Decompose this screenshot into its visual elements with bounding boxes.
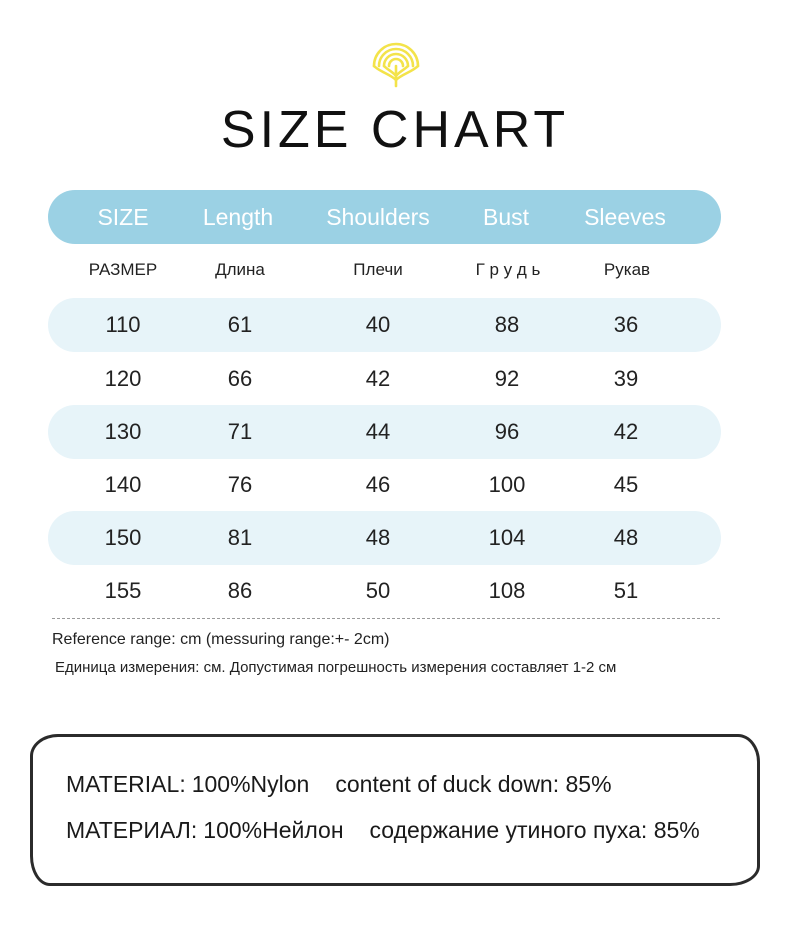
cell-shoulders: 48 (365, 525, 391, 550)
material-box (30, 734, 760, 886)
cell-sleeves: 39 (613, 366, 639, 391)
cell-size: 150 (104, 525, 142, 550)
cell-length: 81 (227, 525, 253, 550)
material-line (66, 771, 618, 798)
table-row (48, 458, 721, 512)
cell-sleeves: 42 (613, 419, 639, 444)
table-row (48, 352, 721, 406)
cell-shoulders: 50 (365, 578, 391, 603)
header-sleeves: Sleeves (584, 204, 666, 230)
cell-length: 71 (227, 419, 253, 444)
material-value-russian: 100%Нейлон (203, 817, 344, 843)
material-value: 100%Nylon (191, 771, 310, 797)
cell-length: 86 (227, 578, 253, 603)
cell-bust: 96 (494, 419, 520, 444)
cell-size: 110 (105, 312, 141, 337)
table-row (48, 298, 721, 352)
header-bust: Bust (482, 204, 530, 230)
material-label: MATERIAL: (66, 771, 186, 797)
cell-shoulders: 44 (365, 419, 391, 444)
cell-bust: 92 (494, 366, 520, 391)
cell-bust: 108 (488, 578, 526, 603)
cell-length: 76 (227, 472, 253, 497)
cell-length: 66 (227, 366, 253, 391)
cell-shoulders: 42 (365, 366, 391, 391)
cell-size: 140 (104, 472, 142, 497)
cell-size: 155 (104, 578, 142, 603)
header-ru-size: РАЗМЕР (88, 260, 158, 279)
divider-line (52, 618, 720, 619)
cell-bust: 104 (488, 525, 526, 550)
reference-note-russian: Единица измерения: см. Допустимая погрешность измерения составляет 1-2 см (55, 659, 617, 676)
table-row (48, 405, 721, 459)
table-row (48, 511, 721, 565)
cell-shoulders: 40 (365, 312, 391, 337)
table-row (48, 564, 721, 618)
header-ru-bust: Г р у д ь (475, 260, 541, 279)
cell-size: 120 (104, 366, 142, 391)
header-ru-sleeves: Рукав (603, 260, 651, 279)
material-label-russian: МАТЕРИАЛ: (66, 817, 198, 843)
cell-size: 130 (104, 419, 142, 444)
reference-note: Reference range: cm (messuring range:+- 2cm) (52, 631, 390, 648)
header-size: SIZE (97, 204, 149, 230)
cell-sleeves: 48 (613, 525, 639, 550)
table-header-russian (48, 243, 721, 297)
cell-bust: 100 (488, 472, 526, 497)
down-content-russian: содержание утиного пуха: 85% (369, 817, 700, 843)
material-line-russian (66, 817, 706, 844)
down-content: content of duck down: 85% (335, 771, 612, 797)
header-ru-shoulders: Плечи (353, 260, 403, 279)
cell-sleeves: 45 (613, 472, 639, 497)
page-title: SIZE CHART (220, 101, 570, 159)
cell-sleeves: 51 (613, 578, 639, 603)
cell-sleeves: 36 (613, 312, 639, 337)
cell-bust: 88 (494, 312, 520, 337)
table-header (48, 190, 721, 244)
cell-length: 61 (227, 312, 253, 337)
header-length: Length (202, 204, 274, 230)
header-ru-length: Длина (215, 260, 265, 279)
header-shoulders: Shoulders (326, 204, 430, 230)
rainbow-tree-icon (368, 36, 424, 88)
cell-shoulders: 46 (365, 472, 391, 497)
